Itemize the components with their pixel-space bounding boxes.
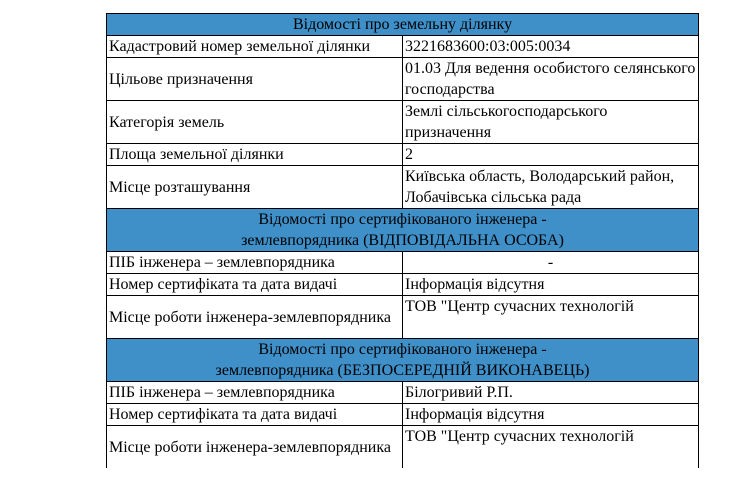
section-title-line: Відомості про сертифікованого інженера - [258,341,547,358]
row-label: Місце роботи інженера-землевпорядника [107,296,403,339]
table-row [107,426,699,469]
row-label: Номер сертифіката та дата видачі [107,404,403,426]
row-value-cadastral-number: 3221683600:03:005:0034 [403,36,699,58]
section-title-line: землевпорядника (ВІДПОВІДАЛЬНА ОСОБА) [241,232,564,249]
row-value-workplace: ТОВ "Центр сучасних технологій [403,296,699,339]
row-value-certificate: Інформація відсутня [403,404,699,426]
row-label: Місце роботи інженера-землевпорядника [107,426,403,469]
section-title: Відомості про земельну ділянку [107,14,699,36]
table-row [107,404,699,426]
table-row [107,382,699,404]
table-row [107,101,699,144]
table-row [107,296,699,339]
row-value-purpose: 01.03 Для ведення особистого селянського господарства [403,58,699,101]
row-label: Площа земельної ділянки [107,144,403,166]
row-label: Цільове призначення [107,58,403,101]
table-row [107,58,699,101]
row-value-workplace: ТОВ "Центр сучасних технологій [403,426,699,469]
section-title-line: Відомості про сертифікованого інженера - [258,211,547,228]
table-row [107,252,699,274]
row-value-engineer-name: - [403,252,699,274]
row-value-location: Київська область, Володарський район, Лобачівська сільська рада [403,166,699,209]
row-value-certificate: Інформація відсутня [403,274,699,296]
table-row [107,274,699,296]
row-label: Номер сертифіката та дата видачі [107,274,403,296]
row-label: Категорія земель [107,101,403,144]
row-label: ПІБ інженера – землевпорядника [107,252,403,274]
row-label: Місце розташування [107,166,403,209]
land-plot-info-table [106,13,699,468]
row-value-area: 2 [403,144,699,166]
section-header-executor-engineer [107,339,699,382]
table-row [107,144,699,166]
table-row [107,166,699,209]
row-label: Кадастровий номер земельної ділянки [107,36,403,58]
row-label: ПІБ інженера – землевпорядника [107,382,403,404]
section-header-land-plot [107,14,699,36]
table-row [107,36,699,58]
section-title-line: землевпорядника (БЕЗПОСЕРЕДНІЙ ВИКОНАВЕЦЬ) [215,362,590,379]
section-header-responsible-engineer [107,209,699,252]
row-value-engineer-name: Білогривий Р.П. [403,382,699,404]
row-value-land-category: Землі сільськогосподарського призначення [403,101,699,144]
section-title [107,209,699,252]
section-title [107,339,699,382]
